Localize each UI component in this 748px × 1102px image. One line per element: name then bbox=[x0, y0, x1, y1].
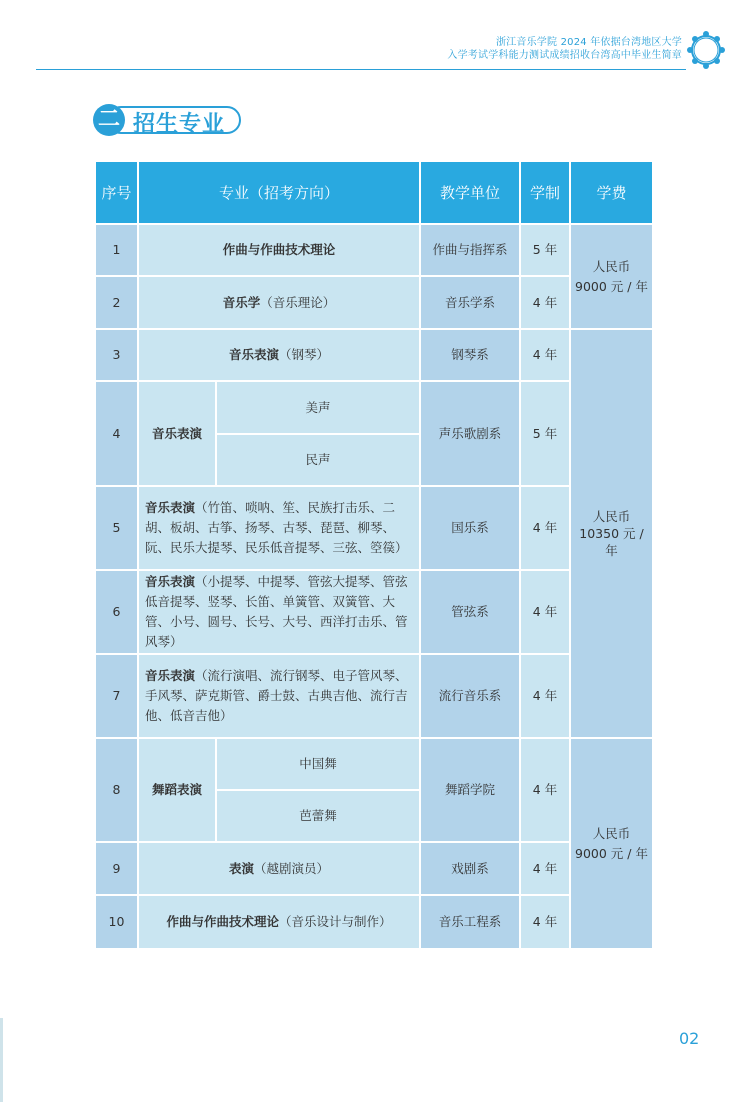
row-7-unit: 流行音乐系 bbox=[421, 655, 521, 739]
row-10-years: 4 年 bbox=[521, 896, 571, 948]
row-6-major bbox=[139, 571, 421, 655]
row-7-seq: 7 bbox=[96, 655, 139, 739]
row-6-unit: 管弦系 bbox=[421, 571, 521, 655]
fee-amount: 10350 元 / bbox=[579, 526, 644, 541]
major-name: 音乐表演 bbox=[145, 668, 196, 683]
major-direction: （流行演唱、流行钢琴、电子管风琴、手风琴、萨克斯管、爵士鼓、古典吉他、流行吉他、低音吉他） bbox=[145, 668, 408, 723]
header-unit: 教学单位 bbox=[421, 162, 521, 225]
fee-currency: 人民币 bbox=[592, 258, 631, 274]
row-8-seq: 8 bbox=[96, 739, 139, 843]
major-name: 作曲与作曲技术理论 bbox=[222, 242, 336, 257]
row-3-major bbox=[139, 330, 421, 382]
row-3-unit: 钢琴系 bbox=[421, 330, 521, 382]
row-8-major: 舞蹈表演 bbox=[139, 739, 217, 843]
row-1-major bbox=[139, 225, 421, 277]
header-line-2: 入学考试学科能力测试成绩招收台湾高中毕业生简章 bbox=[447, 50, 682, 61]
row-4-seq: 4 bbox=[96, 382, 139, 487]
major-name: 音乐学 bbox=[222, 294, 261, 310]
row-2-years: 4 年 bbox=[521, 277, 571, 330]
header-fee: 学费 bbox=[571, 162, 652, 225]
major-direction: （钢琴） bbox=[279, 347, 330, 362]
header-years: 学制 bbox=[521, 162, 571, 225]
major-name: 音乐表演 bbox=[145, 574, 196, 589]
row-2-unit: 音乐学系 bbox=[421, 277, 521, 330]
fee-group-1 bbox=[571, 225, 652, 330]
row-6-years: 4 年 bbox=[521, 571, 571, 655]
row-10-major bbox=[139, 896, 421, 948]
ring-of-figures-logo-icon bbox=[686, 30, 726, 70]
row-7-major bbox=[139, 655, 421, 739]
major-direction: （越剧演员） bbox=[254, 860, 330, 876]
header-line-1: 浙江音乐学院 2024 年依据台湾地区大学 bbox=[495, 37, 682, 48]
row-1-years: 5 年 bbox=[521, 225, 571, 277]
document-header bbox=[447, 36, 682, 62]
major-direction: （竹笛、唢呐、笙、民族打击乐、二胡、板胡、古筝、扬琴、古琴、琵琶、柳琴、阮、民乐大提琴、民乐低音提琴、三弦、箜篌） bbox=[145, 500, 408, 555]
row-10-unit: 音乐工程系 bbox=[421, 896, 521, 948]
row-4-sub-1: 美声 bbox=[217, 382, 421, 435]
fee-currency: 人民币 bbox=[592, 825, 631, 841]
row-4-sub-2: 民声 bbox=[217, 435, 421, 487]
fee-unit: 年 bbox=[605, 543, 618, 558]
row-10-seq: 10 bbox=[96, 896, 139, 948]
row-8-sub-2: 芭蕾舞 bbox=[217, 791, 421, 843]
row-9-major bbox=[139, 843, 421, 896]
section-heading bbox=[93, 104, 241, 138]
majors-table bbox=[96, 162, 652, 948]
fee-group-2 bbox=[571, 330, 652, 739]
row-2-major bbox=[139, 277, 421, 330]
major-name: 音乐表演 bbox=[145, 500, 196, 515]
row-5-years: 4 年 bbox=[521, 487, 571, 571]
row-5-major bbox=[139, 487, 421, 571]
row-5-seq: 5 bbox=[96, 487, 139, 571]
row-3-years: 4 年 bbox=[521, 330, 571, 382]
header-seq: 序号 bbox=[96, 162, 139, 225]
row-5-unit: 国乐系 bbox=[421, 487, 521, 571]
row-6-seq: 6 bbox=[96, 571, 139, 655]
row-1-unit: 作曲与指挥系 bbox=[421, 225, 521, 277]
row-2-seq: 2 bbox=[96, 277, 139, 330]
fee-amount: 9000 元 / 年 bbox=[575, 278, 648, 294]
row-4-unit: 声乐歌剧系 bbox=[421, 382, 521, 487]
section-title: 招生专业 bbox=[133, 111, 226, 137]
fee-currency: 人民币 bbox=[592, 509, 631, 524]
header-divider bbox=[36, 69, 686, 70]
section-number: 二 bbox=[93, 104, 125, 136]
page-edge-strip bbox=[0, 1018, 3, 1102]
major-direction: （小提琴、中提琴、管弦大提琴、管弦低音提琴、竖琴、长笛、单簧管、双簧管、大管、小号、圆号、长号、大号、西洋打击乐、管风琴） bbox=[145, 574, 408, 649]
row-8-sub-1: 中国舞 bbox=[217, 739, 421, 791]
row-4-major: 音乐表演 bbox=[139, 382, 217, 487]
header-major: 专业（招考方向） bbox=[139, 162, 421, 225]
row-8-unit: 舞蹈学院 bbox=[421, 739, 521, 843]
major-name: 作曲与作曲技术理论 bbox=[166, 914, 279, 929]
major-name: 音乐表演 bbox=[228, 347, 279, 362]
page-number: 02 bbox=[679, 1029, 700, 1048]
row-9-years: 4 年 bbox=[521, 843, 571, 896]
major-direction: （音乐理论） bbox=[260, 294, 336, 310]
row-7-years: 4 年 bbox=[521, 655, 571, 739]
row-9-unit: 戏剧系 bbox=[421, 843, 521, 896]
row-8-years: 4 年 bbox=[521, 739, 571, 843]
row-1-seq: 1 bbox=[96, 225, 139, 277]
row-4-years: 5 年 bbox=[521, 382, 571, 487]
row-9-seq: 9 bbox=[96, 843, 139, 896]
fee-group-3 bbox=[571, 739, 652, 948]
major-name: 表演 bbox=[228, 860, 254, 876]
major-direction: （音乐设计与制作） bbox=[279, 914, 392, 929]
row-3-seq: 3 bbox=[96, 330, 139, 382]
fee-amount: 9000 元 / 年 bbox=[575, 845, 648, 861]
